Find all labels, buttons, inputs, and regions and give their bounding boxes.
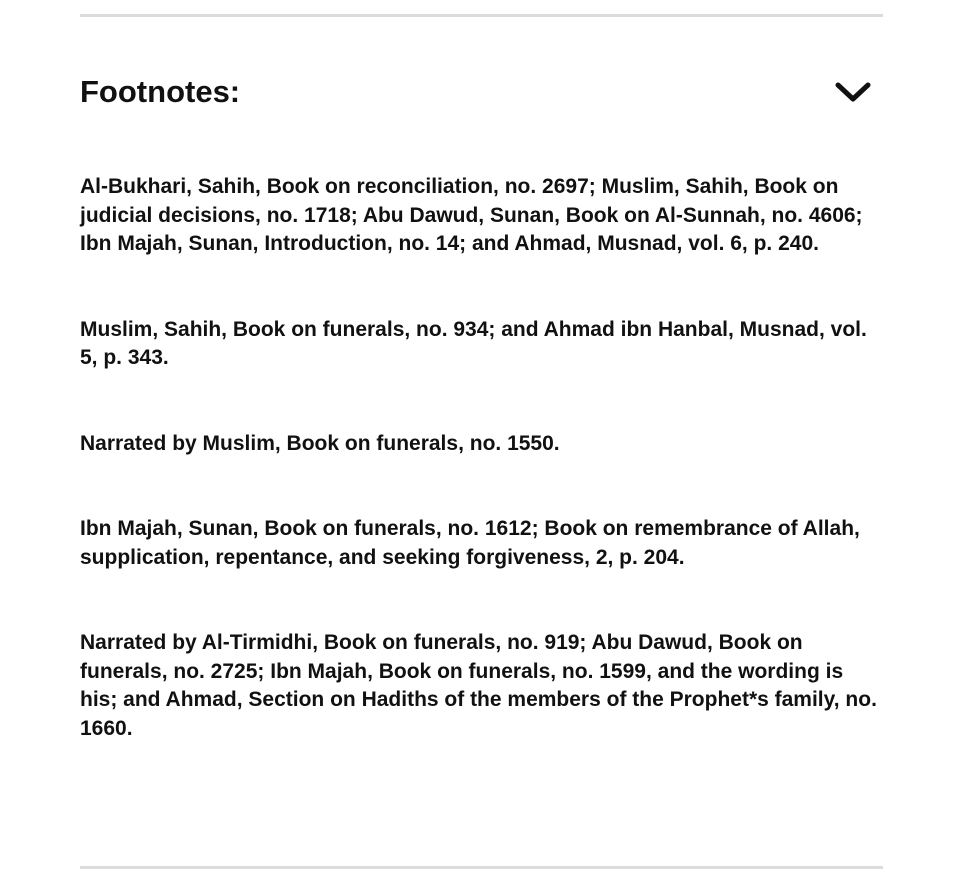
bottom-divider bbox=[80, 866, 883, 869]
top-divider bbox=[80, 14, 883, 17]
footnote-item: Ibn Majah, Sunan, Book on funerals, no. 1612; Book on remembrance of Allah, supplication, repentance, and seeking forgiveness, 2, p. 204. bbox=[80, 517, 860, 569]
footnote-item: Narrated by Muslim, Book on funerals, no. 1550. bbox=[80, 431, 560, 455]
footnotes-header bbox=[80, 72, 883, 112]
footnote-item: Al-Bukhari, Sahih, Book on reconciliation, no. 2697; Muslim, Sahih, Book on judicial decisions, no. 1718; Abu Dawud, Sunan, Book on Al-Sunnah, no. 4606; Ibn Majah, Sunan, Introduction, no. 14; and Ahmad, Musnad, vol. 6, p. 240. bbox=[80, 175, 863, 255]
footnote-item: Narrated by Al-Tirmidhi, Book on funerals, no. 919; Abu Dawud, Book on funerals, no. 2725; Ibn Majah, Book on funerals, no. 1599, and the wording is his; and Ahmad, Section on Hadiths of the members of the Prophet*s family, no. 1660. bbox=[80, 631, 877, 740]
footnotes-title: Footnotes: bbox=[80, 74, 241, 109]
footnote-list bbox=[80, 173, 885, 743]
chevron-down-icon bbox=[834, 78, 872, 106]
footnote-item: Muslim, Sahih, Book on funerals, no. 934; and Ahmad ibn Hanbal, Musnad, vol. 5, p. 343. bbox=[80, 317, 867, 369]
footnotes-toggle-button[interactable] bbox=[834, 78, 872, 106]
